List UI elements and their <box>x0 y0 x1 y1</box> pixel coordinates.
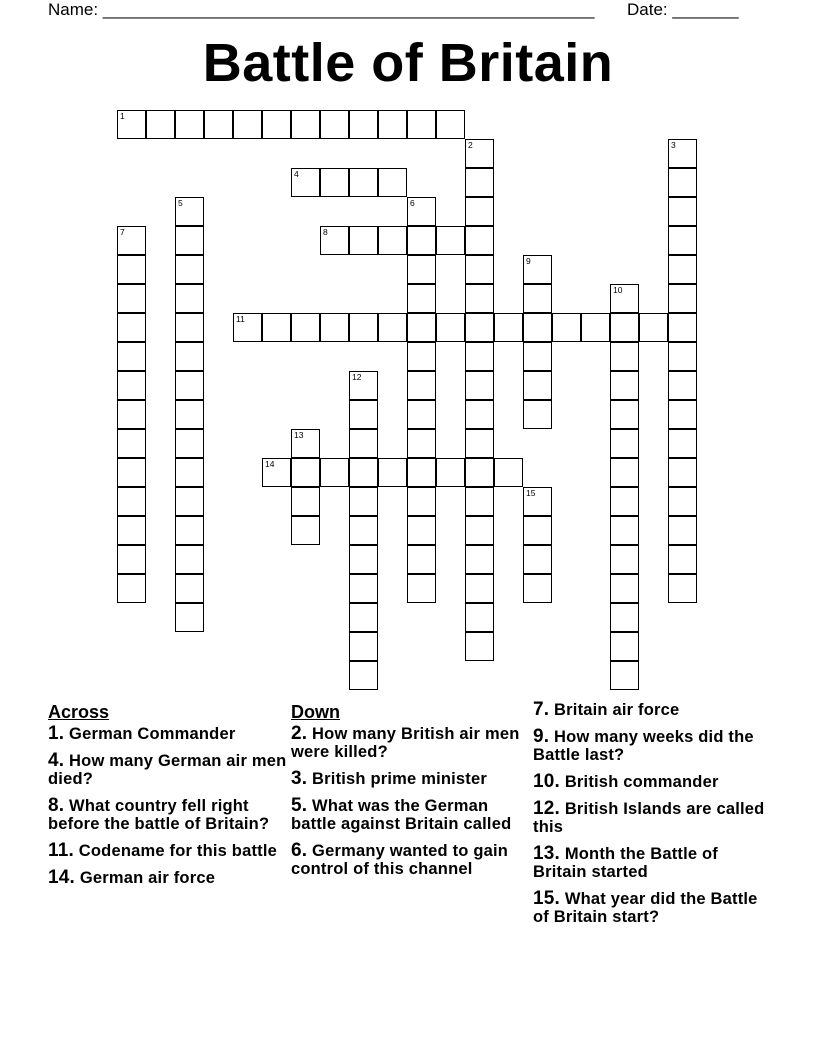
clue-number-label: 4 <box>294 169 299 179</box>
grid-cell[interactable] <box>610 429 639 458</box>
grid-cell[interactable] <box>262 313 291 342</box>
grid-cell[interactable] <box>610 516 639 545</box>
grid-cell[interactable] <box>291 168 320 197</box>
grid-cell[interactable] <box>291 487 320 516</box>
grid-cell[interactable] <box>407 371 436 400</box>
grid-cell[interactable] <box>175 516 204 545</box>
grid-cell[interactable] <box>465 458 494 487</box>
down-heading: Down <box>291 702 340 722</box>
grid-cell[interactable] <box>262 110 291 139</box>
grid-cell[interactable] <box>668 574 697 603</box>
grid-cell[interactable] <box>349 603 378 632</box>
grid-cell[interactable] <box>610 284 639 313</box>
grid-cell[interactable] <box>117 545 146 574</box>
grid-cell[interactable] <box>378 313 407 342</box>
clue-item <box>291 725 526 761</box>
clue-number: 3. <box>291 768 308 789</box>
clue-text: British commander <box>564 773 719 791</box>
clue-text: How many German air men died? <box>48 752 287 788</box>
grid-cell[interactable] <box>610 342 639 371</box>
clue-text: German Commander <box>69 725 236 743</box>
clue-text: How many weeks did the Battle last? <box>533 728 754 764</box>
grid-cell[interactable] <box>117 487 146 516</box>
grid-cell[interactable] <box>175 545 204 574</box>
clue-number-label: 11 <box>236 314 245 324</box>
grid-cell[interactable] <box>349 371 378 400</box>
grid-cell[interactable] <box>349 400 378 429</box>
grid-cell[interactable] <box>117 226 146 255</box>
grid-cell[interactable] <box>523 487 552 516</box>
grid-cell[interactable] <box>175 429 204 458</box>
grid-cell[interactable] <box>349 545 378 574</box>
grid-cell[interactable] <box>407 516 436 545</box>
grid-cell[interactable] <box>465 603 494 632</box>
grid-cell[interactable] <box>117 574 146 603</box>
grid-cell[interactable] <box>668 342 697 371</box>
clue-item <box>48 752 288 788</box>
grid-cell[interactable] <box>610 574 639 603</box>
grid-cell[interactable] <box>668 168 697 197</box>
grid-cell[interactable] <box>639 313 668 342</box>
grid-cell[interactable] <box>117 429 146 458</box>
grid-cell[interactable] <box>436 458 465 487</box>
clue-item <box>48 797 288 833</box>
grid-cell[interactable] <box>668 197 697 226</box>
grid-cell[interactable] <box>175 255 204 284</box>
grid-cell[interactable] <box>465 313 494 342</box>
grid-cell[interactable] <box>291 516 320 545</box>
grid-cell[interactable] <box>291 110 320 139</box>
grid-cell[interactable] <box>233 110 262 139</box>
grid-cell[interactable] <box>465 197 494 226</box>
grid-cell[interactable] <box>407 313 436 342</box>
clue-item <box>291 797 526 833</box>
clue-item <box>533 845 773 881</box>
grid-cell[interactable] <box>378 110 407 139</box>
clue-text: Month the Battle of Britain started <box>533 845 719 881</box>
grid-cell[interactable] <box>407 574 436 603</box>
grid-cell[interactable] <box>407 255 436 284</box>
grid-cell[interactable] <box>117 110 146 139</box>
clue-item <box>533 890 773 926</box>
grid-cell[interactable] <box>175 110 204 139</box>
grid-cell[interactable] <box>465 168 494 197</box>
grid-cell[interactable] <box>291 313 320 342</box>
clue-number-label: 5 <box>178 198 183 208</box>
grid-cell[interactable] <box>465 139 494 168</box>
grid-cell[interactable] <box>668 226 697 255</box>
clue-text: German air force <box>79 869 216 887</box>
grid-cell[interactable] <box>175 313 204 342</box>
clue-item <box>291 842 526 878</box>
clue-number-label: 10 <box>613 285 623 295</box>
grid-cell[interactable] <box>494 313 523 342</box>
grid-cell[interactable] <box>610 632 639 661</box>
clue-number: 13. <box>533 843 561 864</box>
grid-cell[interactable] <box>407 110 436 139</box>
clue-item <box>291 770 526 788</box>
grid-cell[interactable] <box>320 168 349 197</box>
grid-cell[interactable] <box>523 545 552 574</box>
clue-number: 7. <box>533 699 550 720</box>
grid-cell[interactable] <box>465 545 494 574</box>
grid-cell[interactable] <box>465 371 494 400</box>
clue-column-across <box>48 701 288 896</box>
grid-cell[interactable] <box>465 574 494 603</box>
clue-number-label: 1 <box>120 111 125 121</box>
grid-cell[interactable] <box>465 284 494 313</box>
grid-cell[interactable] <box>117 371 146 400</box>
grid-cell[interactable] <box>175 603 204 632</box>
clue-item <box>533 701 773 719</box>
grid-cell[interactable] <box>378 168 407 197</box>
clue-number: 1. <box>48 723 65 744</box>
grid-cell[interactable] <box>610 458 639 487</box>
grid-cell[interactable] <box>610 371 639 400</box>
clue-text: Codename for this battle <box>78 842 278 860</box>
grid-cell[interactable] <box>581 313 610 342</box>
grid-cell[interactable] <box>523 313 552 342</box>
grid-cell[interactable] <box>175 458 204 487</box>
grid-cell[interactable] <box>175 487 204 516</box>
clue-text: Britain air force <box>554 701 680 719</box>
grid-cell[interactable] <box>407 545 436 574</box>
date-field-label: Date: _______ <box>627 0 739 19</box>
grid-cell[interactable] <box>465 516 494 545</box>
grid-cell[interactable] <box>117 284 146 313</box>
grid-cell[interactable] <box>436 226 465 255</box>
grid-cell[interactable] <box>320 110 349 139</box>
clue-number-label: 6 <box>410 198 415 208</box>
clue-number: 4. <box>48 750 65 771</box>
clue-number-label: 8 <box>323 227 328 237</box>
across-heading: Across <box>48 702 110 722</box>
grid-cell[interactable] <box>175 371 204 400</box>
grid-cell[interactable] <box>407 458 436 487</box>
grid-cell[interactable] <box>465 255 494 284</box>
grid-cell[interactable] <box>349 661 378 690</box>
grid-cell[interactable] <box>610 661 639 690</box>
grid-cell[interactable] <box>407 400 436 429</box>
grid-cell[interactable] <box>117 255 146 284</box>
grid-cell[interactable] <box>378 458 407 487</box>
clue-text: British Islands are called this <box>533 800 765 836</box>
name-field-label: Name: ____________________________________________________ <box>48 0 595 19</box>
clue-number-label: 9 <box>526 256 531 266</box>
grid-cell[interactable] <box>668 139 697 168</box>
grid-cell[interactable] <box>523 255 552 284</box>
grid-cell[interactable] <box>523 516 552 545</box>
grid-cell[interactable] <box>668 313 697 342</box>
grid-cell[interactable] <box>668 255 697 284</box>
clue-item <box>48 842 288 860</box>
grid-cell[interactable] <box>117 458 146 487</box>
clue-item <box>533 773 773 791</box>
grid-cell[interactable] <box>668 458 697 487</box>
clue-text: What country fell right before the battle of Britain? <box>48 797 270 833</box>
grid-cell[interactable] <box>175 400 204 429</box>
clue-text: What year did the Battle of Britain start? <box>533 890 758 926</box>
grid-cell[interactable] <box>349 429 378 458</box>
clue-number: 10. <box>533 771 561 792</box>
grid-cell[interactable] <box>610 313 639 342</box>
grid-cell[interactable] <box>407 342 436 371</box>
grid-cell[interactable] <box>175 342 204 371</box>
grid-cell[interactable] <box>320 313 349 342</box>
grid-cell[interactable] <box>465 487 494 516</box>
grid-cell[interactable] <box>204 110 233 139</box>
grid-cell[interactable] <box>610 400 639 429</box>
clue-item <box>533 800 773 836</box>
clue-item <box>533 728 773 764</box>
grid-cell[interactable] <box>349 110 378 139</box>
clue-number: 11. <box>48 840 74 861</box>
grid-cell[interactable] <box>175 574 204 603</box>
grid-cell[interactable] <box>291 458 320 487</box>
clue-item <box>48 869 288 887</box>
clue-column-down <box>291 701 526 887</box>
grid-cell[interactable] <box>349 632 378 661</box>
grid-cell[interactable] <box>117 400 146 429</box>
grid-cell[interactable] <box>465 226 494 255</box>
grid-cell[interactable] <box>349 574 378 603</box>
grid-cell[interactable] <box>668 400 697 429</box>
grid-cell[interactable] <box>436 110 465 139</box>
grid-cell[interactable] <box>668 429 697 458</box>
grid-cell[interactable] <box>349 313 378 342</box>
grid-cell[interactable] <box>117 516 146 545</box>
grid-cell[interactable] <box>465 400 494 429</box>
grid-cell[interactable] <box>465 342 494 371</box>
grid-cell[interactable] <box>523 400 552 429</box>
grid-cell[interactable] <box>668 516 697 545</box>
grid-cell[interactable] <box>523 574 552 603</box>
grid-cell[interactable] <box>668 545 697 574</box>
grid-cell[interactable] <box>320 226 349 255</box>
grid-cell[interactable] <box>378 226 407 255</box>
grid-cell[interactable] <box>175 197 204 226</box>
grid-cell[interactable] <box>523 371 552 400</box>
clue-number: 6. <box>291 840 308 861</box>
grid-cell[interactable] <box>349 516 378 545</box>
grid-cell[interactable] <box>407 284 436 313</box>
grid-cell[interactable] <box>465 632 494 661</box>
clue-number: 9. <box>533 726 550 747</box>
clue-number: 5. <box>291 795 308 816</box>
grid-cell[interactable] <box>349 487 378 516</box>
grid-cell[interactable] <box>523 342 552 371</box>
clue-number: 12. <box>533 798 561 819</box>
clue-number-label: 2 <box>468 140 473 150</box>
grid-cell[interactable] <box>146 110 175 139</box>
grid-cell[interactable] <box>117 342 146 371</box>
grid-cell[interactable] <box>668 371 697 400</box>
clue-number-label: 12 <box>352 372 362 382</box>
grid-cell[interactable] <box>552 313 581 342</box>
grid-cell[interactable] <box>320 458 349 487</box>
clue-number: 14. <box>48 867 76 888</box>
clue-number: 15. <box>533 888 561 909</box>
grid-cell[interactable] <box>465 429 494 458</box>
grid-cell[interactable] <box>262 458 291 487</box>
grid-cell[interactable] <box>349 168 378 197</box>
grid-cell[interactable] <box>407 429 436 458</box>
clue-number: 2. <box>291 723 308 744</box>
clue-item <box>48 725 288 743</box>
grid-cell[interactable] <box>233 313 262 342</box>
clue-number: 8. <box>48 795 65 816</box>
grid-cell[interactable] <box>407 197 436 226</box>
clue-number-label: 15 <box>526 488 536 498</box>
page-title: Battle of Britain <box>202 33 614 93</box>
clue-text: Germany wanted to gain control of this channel <box>291 842 509 878</box>
clue-column-down-continued <box>533 701 773 935</box>
grid-cell[interactable] <box>291 429 320 458</box>
clue-number-label: 3 <box>671 140 676 150</box>
grid-cell[interactable] <box>494 458 523 487</box>
grid-cell[interactable] <box>175 284 204 313</box>
grid-cell[interactable] <box>668 487 697 516</box>
grid-cell[interactable] <box>610 603 639 632</box>
grid-cell[interactable] <box>407 487 436 516</box>
grid-cell[interactable] <box>610 487 639 516</box>
clue-number-label: 7 <box>120 227 125 237</box>
grid-cell[interactable] <box>407 226 436 255</box>
clue-number-label: 13 <box>294 430 304 440</box>
grid-cell[interactable] <box>610 545 639 574</box>
clue-text: What was the German battle against Britain called <box>291 797 512 833</box>
grid-cell[interactable] <box>436 313 465 342</box>
grid-cell[interactable] <box>523 284 552 313</box>
grid-cell[interactable] <box>349 226 378 255</box>
grid-cell[interactable] <box>175 226 204 255</box>
grid-cell[interactable] <box>349 458 378 487</box>
grid-cell[interactable] <box>668 284 697 313</box>
grid-cell[interactable] <box>117 313 146 342</box>
clue-text: How many British air men were killed? <box>291 725 520 761</box>
clue-text: British prime minister <box>312 770 487 788</box>
clue-number-label: 14 <box>265 459 275 469</box>
